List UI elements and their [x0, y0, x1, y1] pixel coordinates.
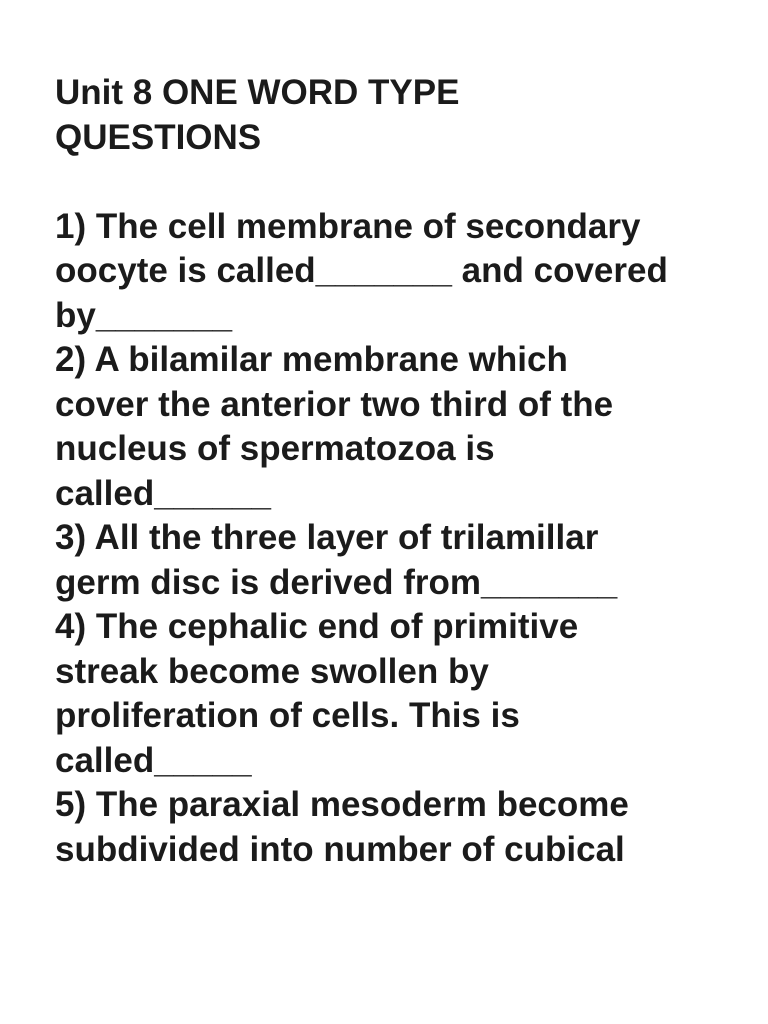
- question-5-line-1: 5) The paraxial mesoderm become: [55, 785, 629, 824]
- question-4-line-3: proliferation of cells. This is: [55, 696, 520, 735]
- question-1-line-3: by_______: [55, 295, 233, 335]
- question-4-line-4: called_____: [55, 740, 252, 780]
- title-line-2: QUESTIONS: [55, 117, 262, 157]
- question-2-line-3: nucleus of spermatozoa is: [55, 429, 495, 468]
- question-3-line-2: germ disc is derived from_______: [55, 562, 618, 602]
- question-2-line-4: called______: [55, 473, 272, 513]
- question-3-line-1: 3) All the three layer of trilamillar: [55, 518, 599, 557]
- spacer: [55, 160, 745, 205]
- question-2-line-2: cover the anterior two third of the: [55, 384, 614, 424]
- question-4-line-1: 4) The cephalic end of primitive: [55, 607, 579, 646]
- title-line-1: Unit 8 ONE WORD TYPE: [55, 73, 460, 112]
- question-4-line-2: streak become swollen by: [55, 651, 489, 691]
- question-1-line-1: 1) The cell membrane of secondary: [55, 206, 641, 246]
- document-content: [55, 71, 745, 872]
- question-2-line-1: 2) A bilamilar membrane which: [55, 340, 568, 379]
- question-5-line-2: subdivided into number of cubical: [55, 829, 625, 869]
- question-1-line-2: oocyte is called_______ and covered: [55, 251, 668, 290]
